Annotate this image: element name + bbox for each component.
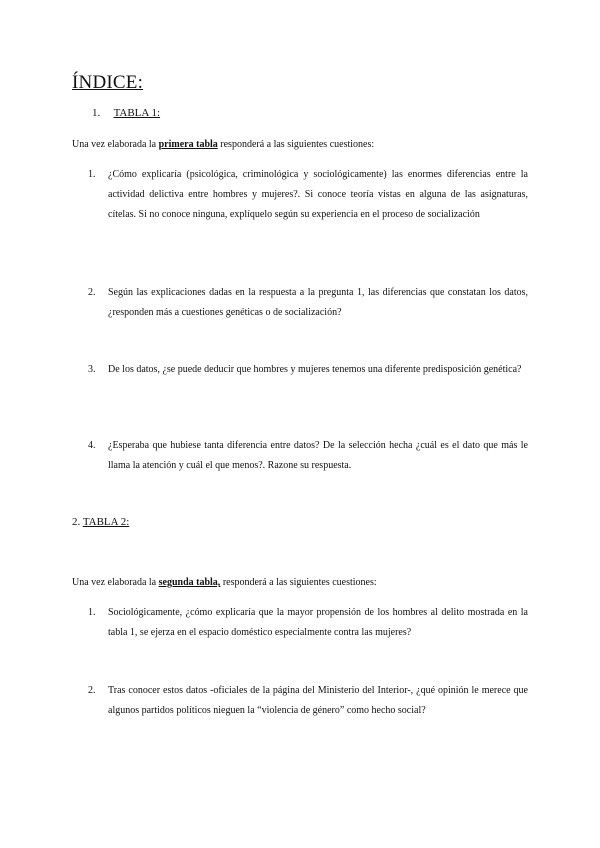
section-2-number: 2. [72, 516, 81, 528]
question-text: Tras conocer estos datos -oficiales de la página del Ministerio del Interior-, ¿qué opinión le merece que algunos partidos políticos nieguen la “violencia de género” como hecho social? [108, 685, 528, 716]
list-item [88, 436, 528, 476]
list-item [88, 360, 528, 380]
list-item [88, 681, 528, 721]
section-2-intro-after: responderá a las siguientes cuestiones: [220, 577, 377, 588]
section-2-label: TABLA 2: [82, 516, 130, 528]
list-item [88, 165, 528, 225]
section-1-intro-bold: primera tabla [158, 139, 218, 150]
section-1-intro [72, 139, 374, 150]
page-title: ÍNDICE: [72, 72, 144, 93]
section-1-label: TABLA 1: [113, 107, 161, 119]
section-2-intro-bold: segunda tabla, [158, 577, 221, 588]
section-1-heading [92, 107, 160, 119]
section-2-intro-before: Una vez elaborada la [72, 577, 159, 588]
question-text: ¿Esperaba que hubiese tanta diferencia entre datos? De la selección hecha ¿cuál es el dato que más le llama la atención y cuál el que menos?. Razone su respuesta. [108, 440, 528, 471]
section-1-number: 1. [92, 107, 101, 119]
section-1-intro-after: responderá a las siguientes cuestiones: [217, 139, 375, 150]
question-text: Sociológicamente, ¿cómo explicaría que la mayor propensión de los hombres al delito mostrada en la tabla 1, se ejerza en el espacio doméstico especialmente contra las mujeres? [108, 607, 528, 638]
section-2-intro [72, 577, 377, 588]
section-1-intro-before: Una vez elaborada la [72, 139, 159, 150]
list-item [88, 283, 528, 323]
question-number: 2. [88, 287, 96, 298]
question-text: Según las explicaciones dadas en la respuesta a la pregunta 1, las diferencias que constatan los datos, ¿responden más a cuestiones genéticas o de socialización? [108, 287, 528, 318]
question-number: 4. [88, 440, 96, 451]
question-number: 1. [88, 607, 96, 618]
section-2-heading [72, 516, 129, 528]
list-item [88, 603, 528, 643]
question-number: 3. [88, 364, 96, 375]
question-number: 2. [88, 685, 96, 696]
question-number: 1. [88, 169, 96, 180]
question-text: ¿Cómo explicaría (psicológica, criminológica y sociológicamente) las enormes diferencias entre la actividad delictiva entre hombres y mujeres?. Si conoce teoría vistas en alguna de las asignaturas, cítelas. Si no conoce ninguna, explíquelo según su experiencia en el proceso de socialización [108, 169, 528, 220]
question-text: De los datos, ¿se puede deducir que hombres y mujeres tenemos una diferente predisposición genética? [108, 364, 522, 375]
